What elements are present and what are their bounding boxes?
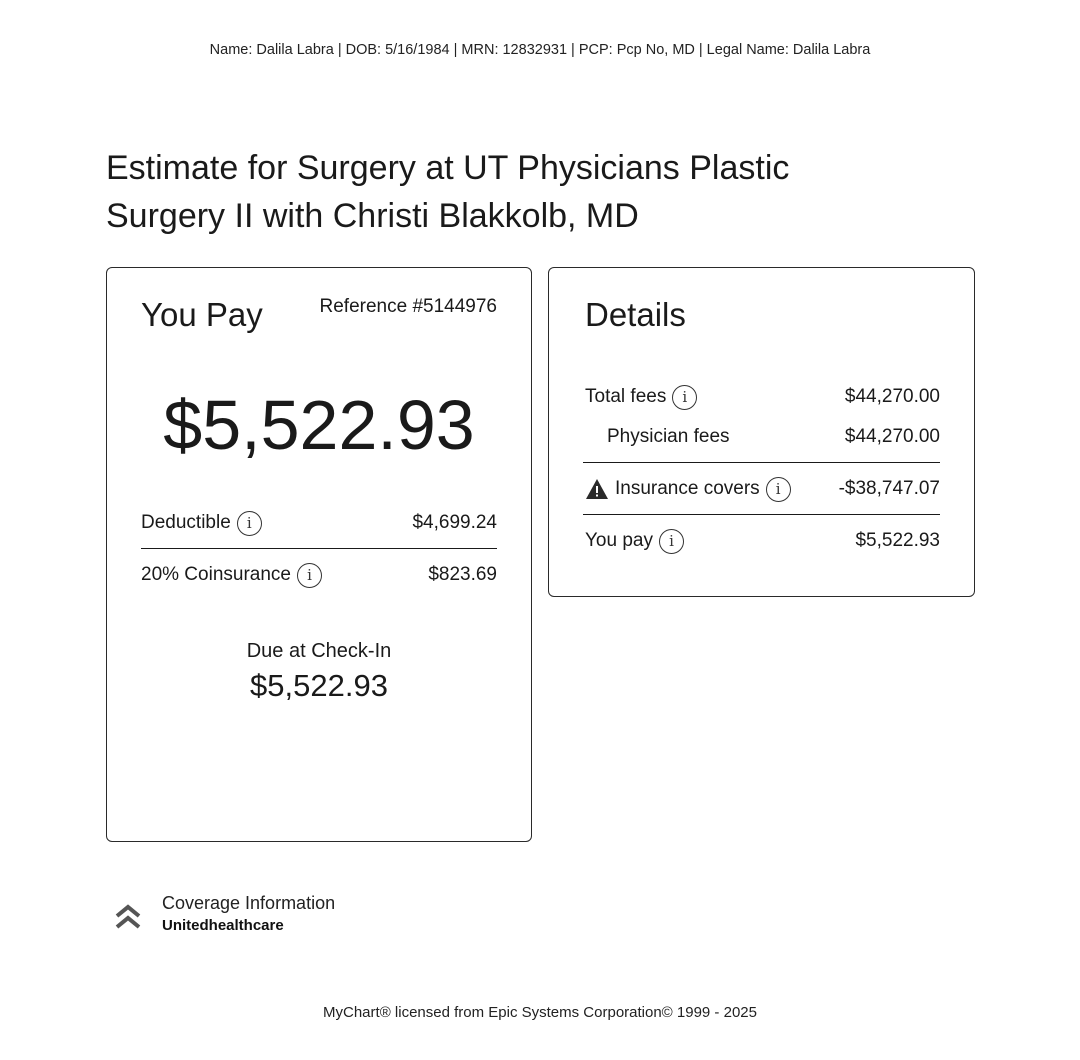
physician-fees-value: $44,270.00	[844, 426, 940, 447]
you-pay-card	[106, 267, 532, 842]
physician-fees-label: Physician fees	[607, 426, 730, 447]
details-heading: Details	[585, 296, 686, 333]
warning-icon	[585, 478, 609, 500]
coinsurance-value: $823.69	[428, 564, 497, 585]
divider	[141, 548, 497, 549]
double-chevron-up-icon	[112, 899, 144, 933]
total-fees-row	[585, 382, 940, 412]
coverage-toggle[interactable]	[112, 893, 335, 934]
insurance-covers-label: Insurance covers	[615, 478, 760, 499]
divider	[583, 514, 940, 515]
you-pay-heading: You Pay	[141, 296, 263, 333]
details-card	[548, 267, 975, 597]
you-pay-value: $5,522.93	[855, 530, 940, 551]
patient-info-bar: Name: Dalila Labra | DOB: 5/16/1984 | MRN: 12832931 | PCP: Pcp No, MD | Legal Name: Dalila Labra	[209, 42, 871, 58]
insurance-info-icon[interactable]: i	[766, 477, 791, 502]
coverage-title: Coverage Information	[162, 893, 336, 913]
coinsurance-label: 20% Coinsurance	[141, 564, 291, 585]
total-fees-label: Total fees	[585, 386, 667, 407]
total-fees-info-icon[interactable]: i	[672, 385, 697, 410]
coverage-payer: Unitedhealthcare	[162, 917, 284, 934]
insurance-covers-row	[585, 474, 940, 504]
reference-number: Reference #5144976	[319, 296, 497, 317]
insurance-covers-value: -$38,747.07	[838, 478, 940, 499]
page-title: Estimate for Surgery at UT Physicians Plastic Surgery II with Christi Blakkolb, MD	[106, 149, 790, 235]
physician-fees-row	[607, 422, 940, 452]
you-pay-label: You pay	[585, 530, 653, 551]
deductible-value: $4,699.24	[412, 512, 497, 533]
deductible-row	[141, 508, 497, 538]
footer-copyright: MyChart® licensed from Epic Systems Corporation© 1999 - 2025	[323, 1004, 757, 1021]
deductible-info-icon[interactable]: i	[237, 511, 262, 536]
due-at-checkin-amount: $5,522.93	[250, 668, 388, 703]
coinsurance-row	[141, 560, 497, 590]
divider	[583, 462, 940, 463]
you-pay-row	[585, 526, 940, 556]
due-at-checkin-label: Due at Check-In	[246, 640, 392, 662]
coinsurance-info-icon[interactable]: i	[297, 563, 322, 588]
you-pay-amount: $5,522.93	[163, 386, 475, 464]
you-pay-info-icon[interactable]: i	[659, 529, 684, 554]
deductible-label: Deductible	[141, 512, 231, 533]
total-fees-value: $44,270.00	[844, 386, 940, 407]
